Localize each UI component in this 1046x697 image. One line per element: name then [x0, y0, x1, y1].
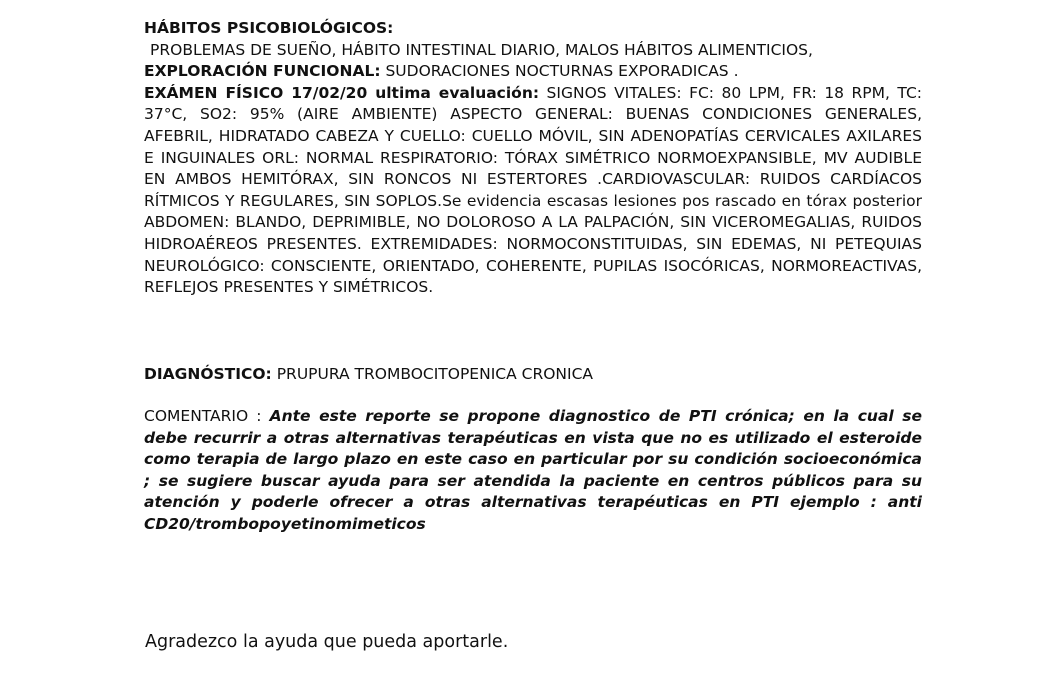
clinical-findings-section	[144, 18, 922, 299]
diagnostico-section	[144, 364, 922, 386]
diagnostico-text: PRUPURA TROMBOCITOPENICA CRONICA	[276, 365, 594, 383]
habitos-heading: HÁBITOS PSICOBIOLÓGICOS:	[144, 19, 394, 37]
closing-line: Agradezco la ayuda que pueda aportarle.	[145, 632, 509, 652]
exploracion-heading: EXPLORACIÓN FUNCIONAL:	[144, 62, 381, 81]
exploracion-paragraph	[144, 61, 922, 83]
examen-paragraph	[144, 83, 922, 299]
diagnostico-heading: DIAGNÓSTICO:	[144, 365, 272, 383]
comentario-text: Ante este reporte se propone diagnostico de PTI crónica; en la cual se debe recurrir a otras alternativas terapéuticas en vista que no es utilizado el esteroide como terapia de largo plazo en este caso en particular por su condición socioeconómica ; se sugiere buscar ayuda para ser atendida la paciente en centros públicos para su atención y poderle ofrecer a otras alternativas terapéuticas en PTI ejemplo : anti CD20/trombopoyetinomimeticos	[144, 407, 923, 533]
exploracion-text: SUDORACIONES NOCTURNAS EXPORADICAS .	[385, 62, 739, 81]
comentario-label: COMENTARIO :	[144, 407, 262, 425]
habitos-text: PROBLEMAS DE SUEÑO, HÁBITO INTESTINAL DIARIO, MALOS HÁBITOS ALIMENTICIOS,	[150, 40, 813, 59]
examen-text: SIGNOS VITALES: FC: 80 LPM, FR: 18 RPM, TC: 37°C, SO2: 95% (AIRE AMBIENTE) ASPECTO GENERAL: BUENAS CONDICIONES GENERALES, AFEBRIL, HIDRATADO CABEZA Y CUELLO: CUELLO MÓVIL, SIN ADENOPATÍAS CERVICALES AXILARES E INGUINALES ORL: NORMAL RESPIRATORIO: TÓRAX SIMÉTRICO NORMOEXPANSIBLE, MV AUDIBLE EN AMBOS HEMITÓRAX, SIN RONCOS NI ESTERTORES .CARDIOVASCULAR: RUIDOS CARDÍACOS RÍTMICOS Y REGULARES, SIN SOPLOS.Se evidencia escasas lesiones pos rascado en tórax posterior ABDOMEN: BLANDO, DEPRIMIBLE, NO DOLOROSO A LA PALPACIÓN, SIN VICEROMEGALIAS, RUIDOS HIDROAÉREOS PRESENTES. EXTREMIDADES: NORMOCONSTITUIDAS, SIN EDEMAS, NI PETEQUIAS NEUROLÓGICO: CONSCIENTE, ORIENTADO, COHERENTE, PUPILAS ISOCÓRICAS, NORMOREACTIVAS, REFLEJOS PRESENTES Y SIMÉTRICOS.	[144, 83, 922, 297]
comentario-section	[144, 406, 922, 536]
examen-heading: EXÁMEN FÍSICO 17/02/20 ultima evaluación:	[144, 83, 540, 102]
